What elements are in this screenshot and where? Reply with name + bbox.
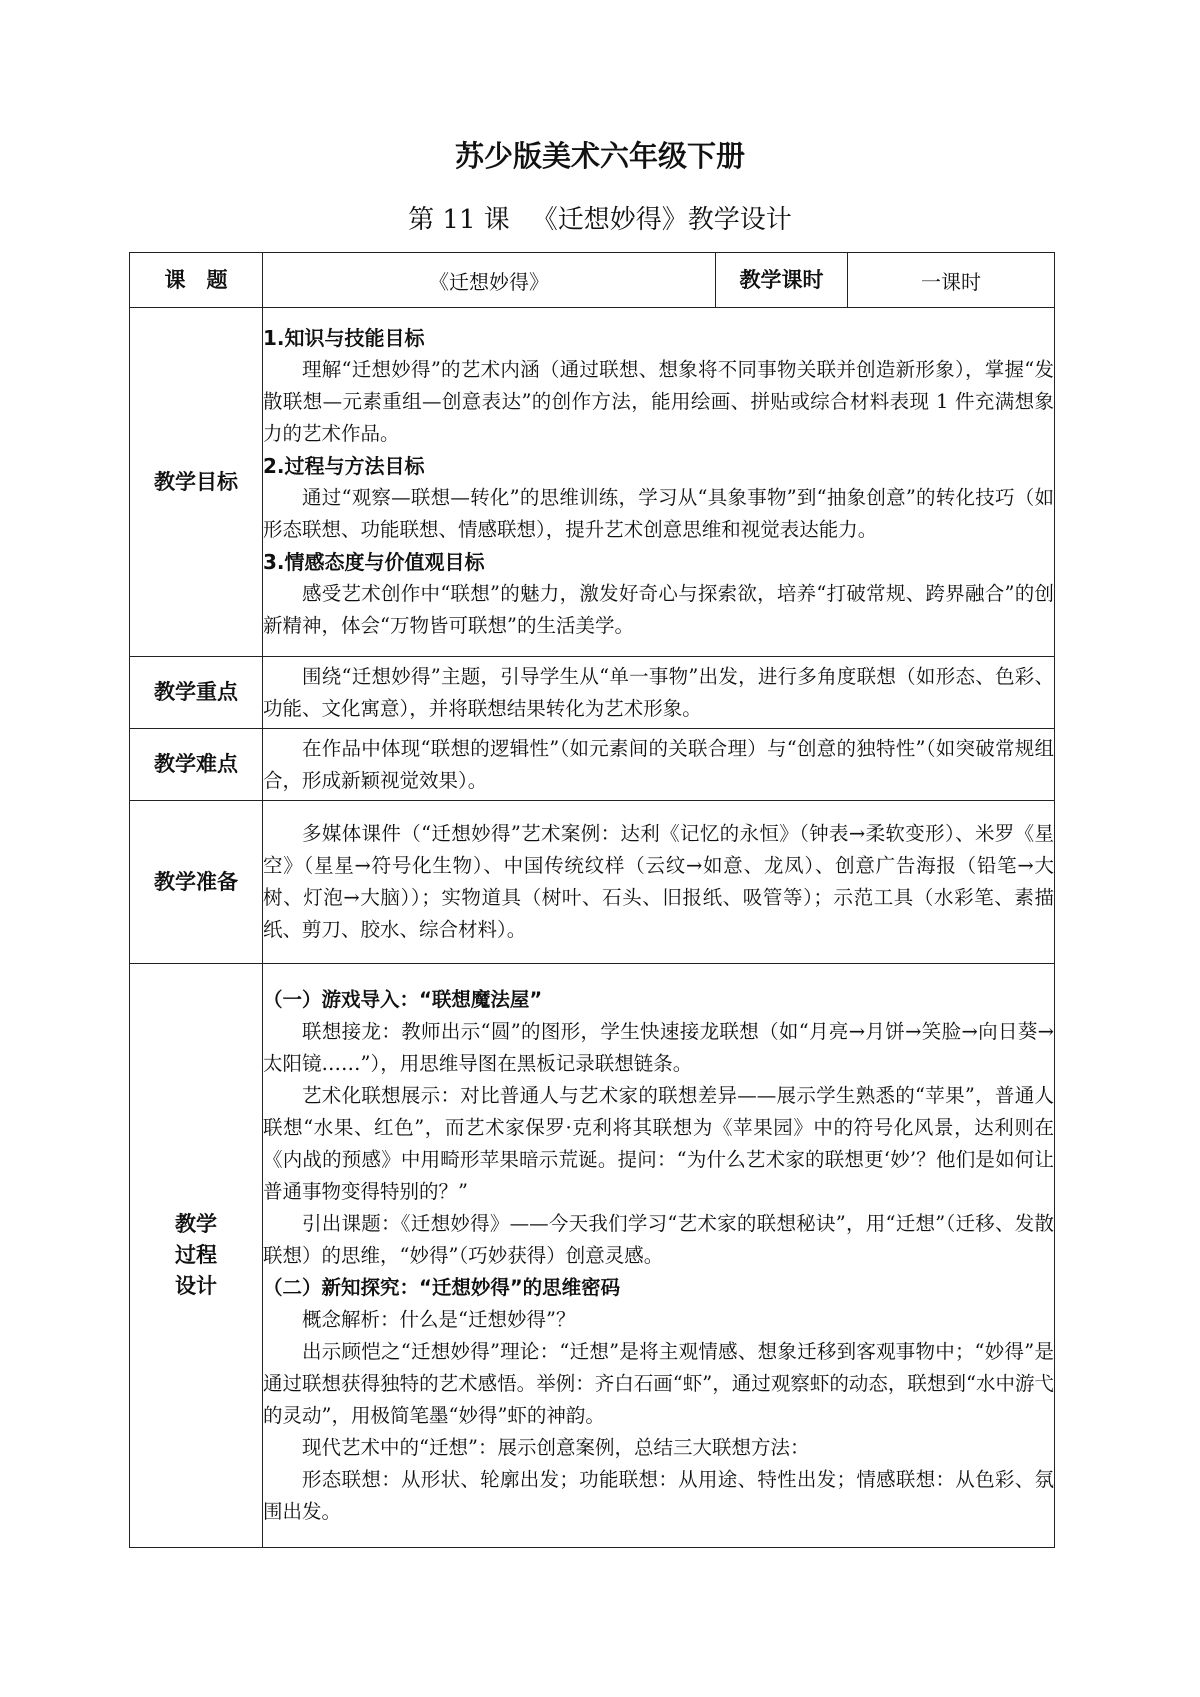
- paragraph: 引出课题：《迁想妙得》——今天我们学习“艺术家的联想秘诀”，用“迁想”（迁移、发散联想）的思维，“妙得”（巧妙获得）创意灵感。: [263, 1211, 1054, 1267]
- lesson-number: 第 11 课: [408, 205, 510, 235]
- paragraph: 概念解析：什么是“迁想妙得”？: [302, 1307, 576, 1331]
- difficulties-label: 教学难点: [130, 729, 263, 801]
- paragraph: 出示顾恺之“迁想妙得”理论：“迁想”是将主观情感、想象迁移到客观事物中；“妙得”是通过联想获得独特的艺术感悟。举例：齐白石画“虾”，通过观察虾的动态，联想到“水中游弋的灵动”，用极简笔墨“妙得”虾的神韵。: [263, 1339, 1054, 1427]
- objective-heading-2: 2.过程与方法目标: [263, 454, 425, 478]
- objective-text-1: 理解“迁想妙得”的艺术内涵（通过联想、想象将不同事物关联并创造新形象），掌握“发散联想—元素重组—创意表达”的创作方法，能用绘画、拼贴或综合材料表现 1 件充满想象力的艺术作品。: [263, 358, 1054, 445]
- preparation-label: 教学准备: [130, 801, 263, 964]
- section-heading-2: （二）新知探究：“迁想妙得”的思维密码: [263, 1275, 621, 1299]
- preparation-text: 多媒体课件（“迁想妙得”艺术案例：达利《记忆的永恒》（钟表→柔软变形）、米罗《星空》（星星→符号化生物）、中国传统纹样（云纹→如意、龙凤）、创意广告海报（铅笔→大树、灯泡→大脑））；实物道具（树叶、石头、旧报纸、吸管等）；示范工具（水彩笔、素描纸、剪刀、胶水、综合材料）。: [263, 822, 1054, 941]
- objective-text-2: 通过“观察—联想—转化”的思维训练，学习从“具象事物”到“抽象创意”的转化技巧（如形态联想、功能联想、情感联想），提升艺术创意思维和视觉表达能力。: [263, 486, 1054, 541]
- process-label: 教学 过程 设计: [130, 964, 263, 1548]
- hours-label: 教学课时: [716, 253, 848, 308]
- objective-heading-3: 3.情感态度与价值观目标: [263, 550, 485, 574]
- topic-value: 《迁想妙得》: [263, 253, 716, 308]
- paragraph: 联想接龙：教师出示“圆”的图形，学生快速接龙联想（如“月亮→月饼→笑脸→向日葵→太阳镜……”），用思维导图在黑板记录联想链条。: [263, 1019, 1054, 1075]
- key-points-label: 教学重点: [130, 657, 263, 729]
- hours-value: 一课时: [848, 253, 1055, 308]
- process-content: [263, 964, 1055, 1548]
- key-points-text: 围绕“迁想妙得”主题，引导学生从“单一事物”出发，进行多角度联想（如形态、色彩、功能、文化寓意），并将联想结果转化为艺术形象。: [263, 664, 1054, 720]
- document-title: 苏少版美术六年级下册: [454, 139, 745, 173]
- paragraph: 形态联想：从形状、轮廓出发；功能联想：从用途、特性出发；情感联想：从色彩、氛围出发。: [263, 1467, 1054, 1523]
- key-points-row: [130, 657, 1055, 729]
- difficulties-text: 在作品中体现“联想的逻辑性”（如元素间的关联合理）与“创意的独特性”（如突破常规组合，形成新颖视觉效果）。: [263, 736, 1054, 792]
- lesson-plan-table: [129, 252, 1055, 1548]
- objectives-label: 教学目标: [130, 308, 263, 657]
- objectives-row: [130, 308, 1055, 657]
- process-row: [130, 964, 1055, 1548]
- topic-row: [130, 253, 1055, 308]
- paragraph: 艺术化联想展示：对比普通人与艺术家的联想差异——展示学生熟悉的“苹果”，普通人联想“水果、红色”，而艺术家保罗·克利将其联想为《苹果园》中的符号化风景，达利则在《内战的预感》中用畸形苹果暗示荒诞。提问：“为什么艺术家的联想更‘妙’？他们是如何让普通事物变得特别的？”: [263, 1083, 1054, 1203]
- section-heading-1: （一）游戏导入：“联想魔法屋”: [263, 987, 543, 1011]
- difficulties-row: [130, 729, 1055, 801]
- lesson-heading: [0, 200, 1200, 240]
- objectives-content: [263, 308, 1055, 657]
- topic-label: 课 题: [130, 253, 263, 308]
- objective-text-3: 感受艺术创作中“联想”的魅力，激发好奇心与探索欲，培养“打破常规、跨界融合”的创新精神，体会“万物皆可联想”的生活美学。: [263, 582, 1054, 637]
- preparation-row: [130, 801, 1055, 964]
- lesson-title: 《迁想妙得》教学设计: [531, 205, 792, 235]
- objective-heading-1: 1.知识与技能目标: [263, 326, 425, 350]
- paragraph: 现代艺术中的“迁想”：展示创意案例，总结三大联想方法：: [302, 1435, 810, 1459]
